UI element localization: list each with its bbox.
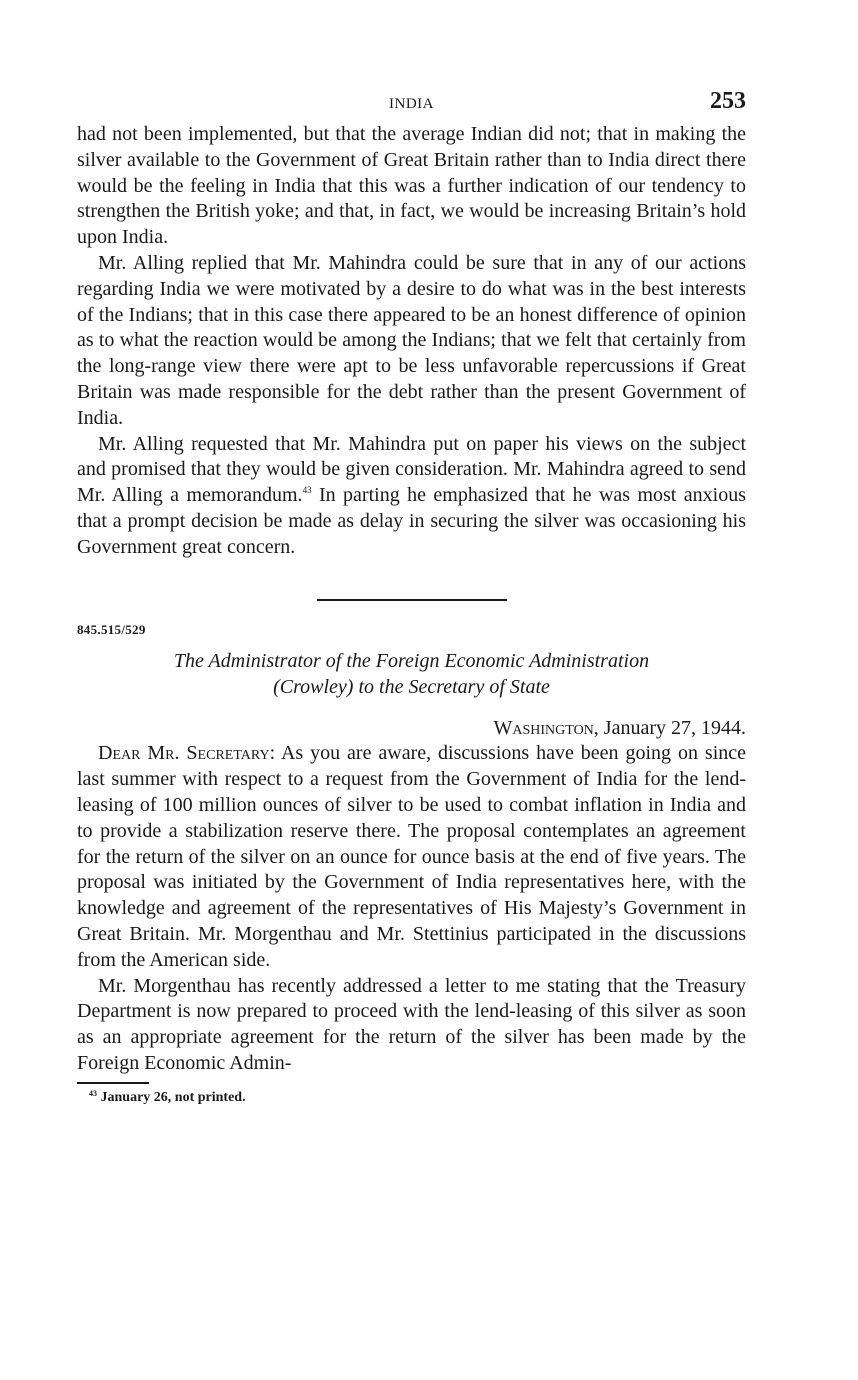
paragraph (77, 741, 746, 973)
footnote-text: January 26, not printed. (100, 1089, 246, 1105)
running-title: INDIA (389, 96, 434, 112)
salutation: Dear Mr. Secretary (98, 742, 270, 765)
previous-document-continuation (77, 122, 746, 561)
paragraph: Mr. Alling replied that Mr. Mahindra could be sure that in any of our actions regarding India we were motivated by a desire to do what was in the best interests of the Indians; that in this case there appeared to be an honest difference of opinion as to what the reaction would be among the Indians; that we felt that certainly from the long-range view there were apt to be less unfavorable repercussions if Great Britain was made responsible for the debt rather than the present Government of India. (77, 251, 746, 429)
dateline (77, 716, 746, 742)
footnote-reference: 43 (302, 485, 312, 496)
paragraph-text: In parting he emphasized that he was most anxious that a prompt decision be made as delay in securing the silver was occasioning his Government great concern. (77, 484, 746, 558)
dateline-date: , January 27, 1944. (593, 716, 746, 739)
running-head (77, 88, 746, 122)
paragraph (77, 432, 746, 561)
dateline-place: Washington (493, 716, 594, 739)
footnote-divider (77, 1082, 149, 1084)
paragraph: had not been implemented, but that the average Indian did not; that in making the silver available to the Government of Great Britain rather than to India direct there would be the feeling in India that this was a further indication of our tendency to strengthen the British yoke; and that, in fact, we would be increasing Britain’s hold upon India. (77, 123, 746, 249)
paragraph: Mr. Morgenthau has recently addressed a letter to me stating that the Treasury Department is now prepared to proceed with the lend-leasing of this silver as soon as an appropriate agreement for the return of the silver has been made by the Foreign Economic Admin- (77, 974, 746, 1074)
paragraph-text: Mr. Alling requested that Mr. Mahindra put on paper his views on the subject and promised that they would be given consideration. Mr. Mahindra agreed to send Mr. Alling a memorandum. (77, 432, 746, 507)
document-title-line: The Administrator of the Foreign Economic Administration (173, 649, 650, 672)
document-title (77, 648, 746, 700)
letter-body (77, 741, 746, 1076)
page-number: 253 (710, 88, 746, 114)
footnote (89, 1090, 746, 1106)
footnote-marker: 43 (89, 1088, 97, 1098)
document-page (77, 88, 747, 1106)
document-title-line: (Crowley) to the Secretary of State (273, 675, 550, 698)
paragraph-text: : As you are aware, discussions have been going on since last summer with respect to a request from the Government of India for the lend-leasing of 100 million ounces of silver to be used to combat inflation in India and to provide a stabilization reserve there. The proposal contemplates an agreement for the return of the silver on an ounce for ounce basis at the end of five years. The proposal was initiated by the Government of India representatives here, with the knowledge and agreement of the representatives of His Majesty’s Government in Great Britain. Mr. Morgenthau and Mr. Stettinius participated in the discussions from the American side. (77, 742, 747, 971)
section-divider (317, 599, 507, 601)
file-number: 845.515/529 (77, 621, 146, 637)
